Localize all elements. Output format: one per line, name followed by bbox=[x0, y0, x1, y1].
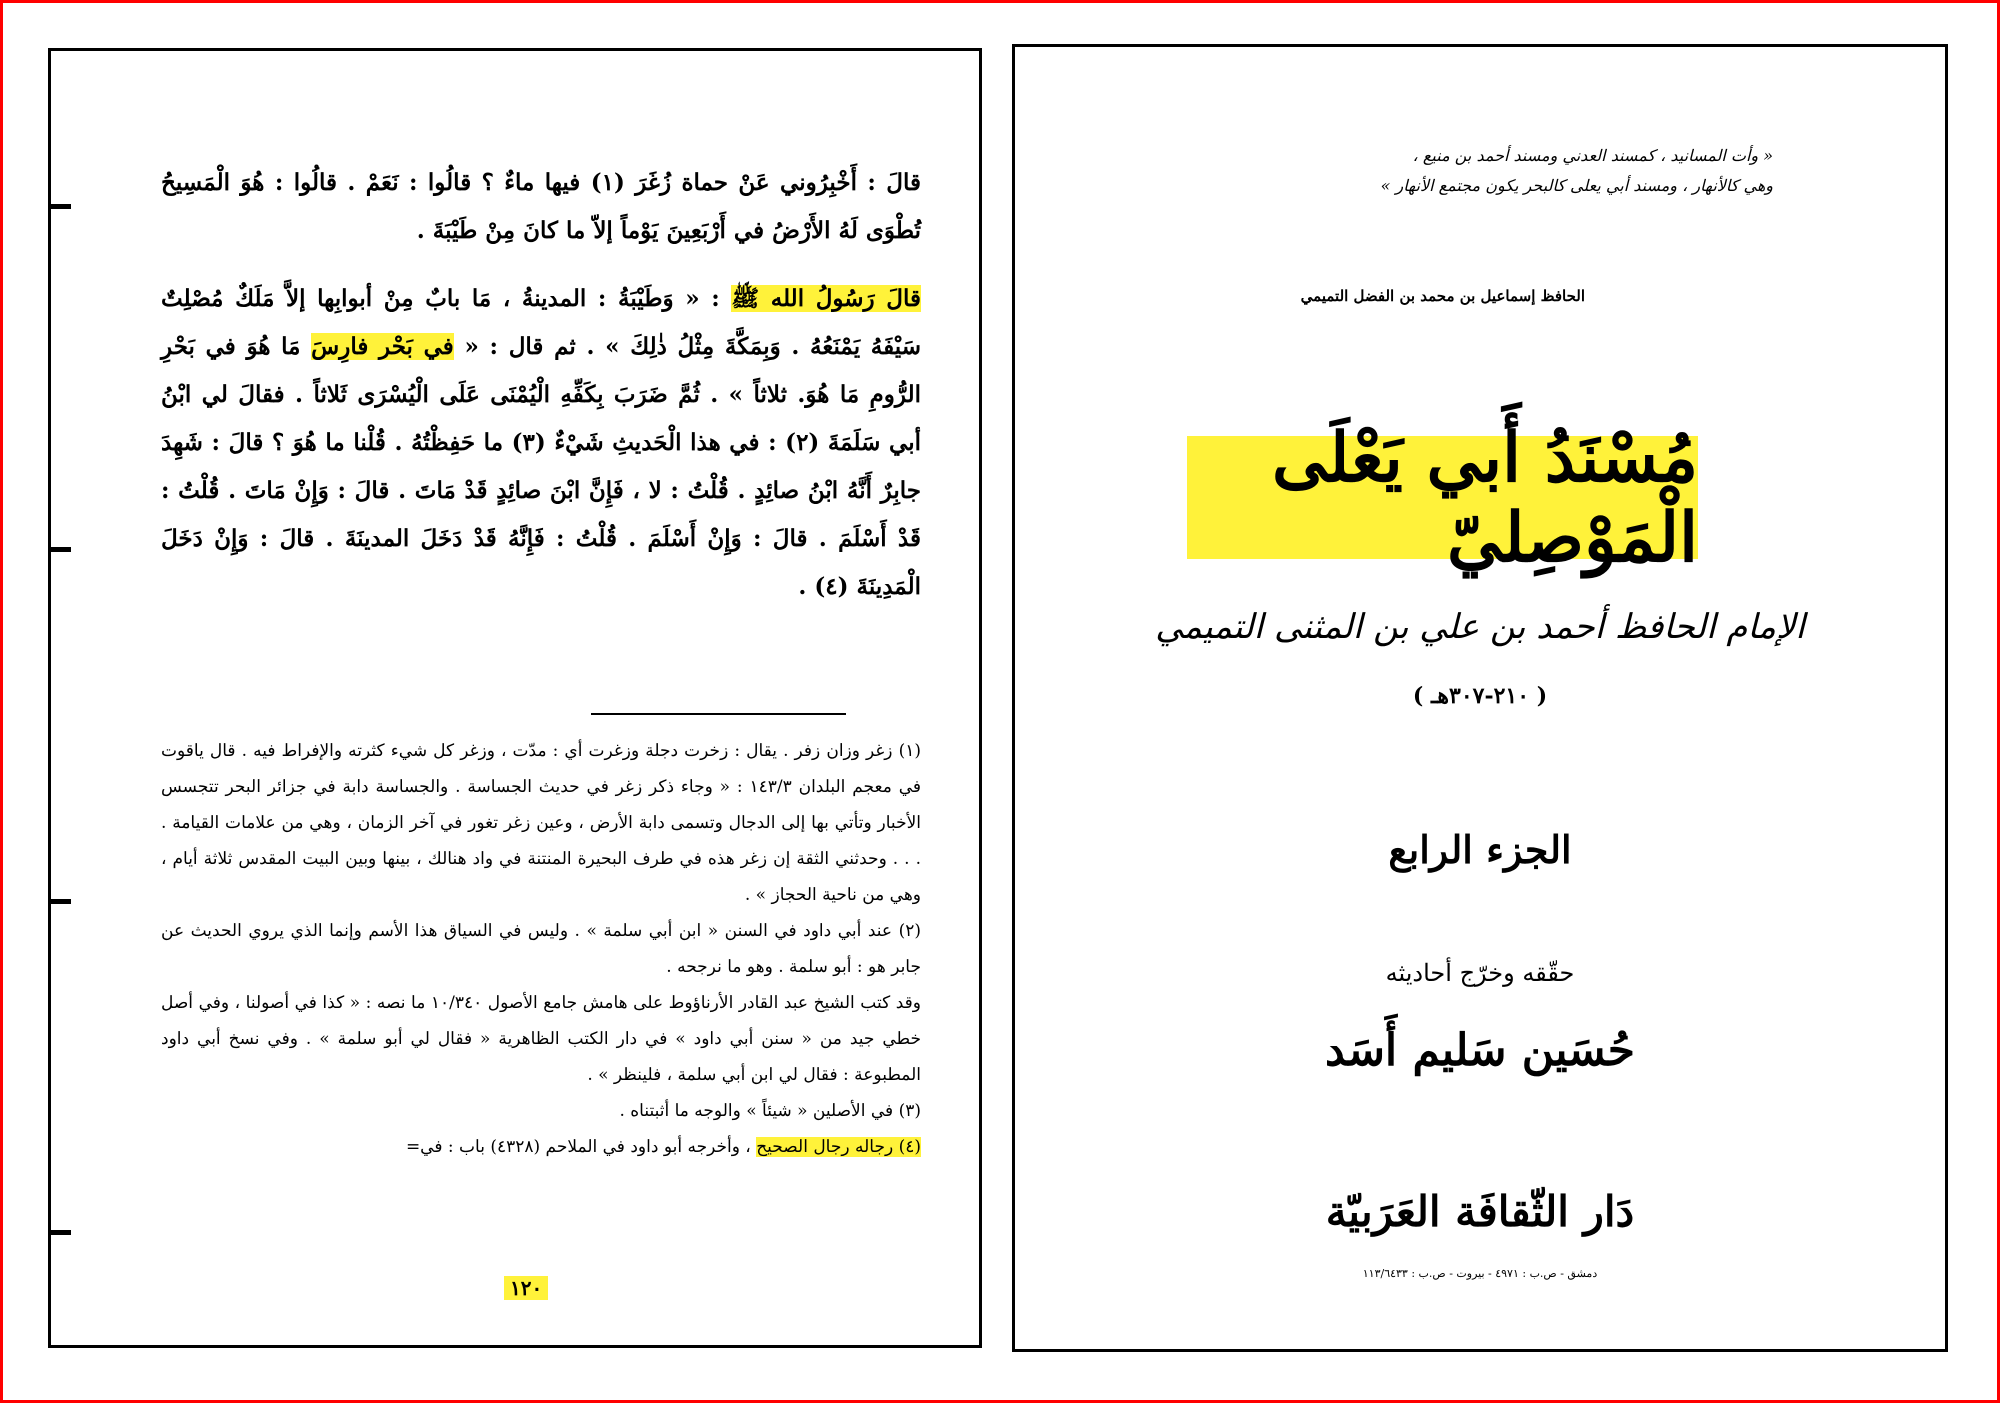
footnotes bbox=[161, 733, 921, 1165]
main-text bbox=[161, 159, 921, 611]
footnote-2-continued: وقد كتب الشيخ عبد القادر الأرناؤوط على هامش جامع الأصول ١٠/٣٤٠ ما نصه : « كذا في أصولنا ، وفي أصل خطي جيد من « سنن أبي داود » في دار الكتب الظاهرية « فقال لي أبو سلمة » . وفي نسخ أبي داود المطبوعة : فقال لي ابن أبي سلمة ، فلينظر » . bbox=[161, 993, 921, 1085]
margin-tick bbox=[51, 899, 71, 904]
footnote-2: (٢) عند أبي داود في السنن « ابن أبي سلمة » . وليس في السياق هذا الأسم وإنما الذي يروي الحديث عن جابر هو : أبو سلمة . وهو ما نرجحه . bbox=[161, 921, 921, 977]
footnote-1: (١) زغر وزان زفر . يقال : زخرت دجلة وزغرت أي : مدّت ، وزغر كل شيء كثرته والإفراط فيه . قال ياقوت في معجم البلدان ١٤٣/٣ : « وجاء ذكر زغر في حديث الجساسة . والجساسة دابة في جزائر البحر تتجسس الأخبار وتأتي بها إلى الدجال وتسمى دابة الأرض ، وعين زغر تغور في آخر الزمان ، وهي من علامات القيامة . . . . وحدثني الثقة إن زغر هذه في طرف البحيرة المنتنة في واد هنالك ، بينها وبين البيت المقدس ثلاثة أيام ، وهي من ناحية الحجاز » . bbox=[161, 741, 921, 905]
footnote-3: (٣) في الأصلين « شيئاً » والوجه ما أثبتناه . bbox=[619, 1101, 921, 1121]
margin-tick bbox=[51, 1230, 71, 1235]
right-page bbox=[1012, 44, 1948, 1352]
paragraph-2-text-b: مَا هُوَ في بَحْرِ الرُّومِ مَا هُوَ. ثلاثاً » . ثُمَّ ضَرَبَ بِكَفِّهِ الْيُمْنَى عَلَى الْيُسْرَى ثَلاثاً . فقالَ لي ابْنُ أبي سَلَمَةَ (٢) : في هذا الْحَديثِ شَيْءٌ (٣) ما حَفِظْتُهُ . قُلْنا ما هُوَ ؟ قالَ : شَهِدَ جابِرٌ أَنَّهُ ابْنُ صائِدٍ . قُلْتُ : لا ، فَإِنَّ ابْنَ صائِدٍ قَدْ مَاتَ . قالَ : وَإِنْ مَاتَ . قُلْتُ : قَدْ أَسْلَمَ . قالَ : وَإِنْ أَسْلَمَ . قُلْتُ : فَإِنَّهُ قَدْ دَخَلَ المدينَةَ . قالَ : وَإِنْ دَخَلَ الْمَدِينَةَ (٤) . bbox=[161, 333, 921, 600]
publisher-address: دمشق - ص.ب : ٤٩٧١ - بيروت - ص.ب : ١١٣/٦٤٣٣ bbox=[1362, 1267, 1598, 1280]
book-title: مُسْنَدُ أَبي يَعْلَى الْمَوْصِليّ bbox=[1271, 417, 1698, 578]
quote-attribution: الحافظ إسماعيل بن محمد بن الفضل التميمي bbox=[1300, 287, 1585, 305]
highlight-persian-sea: في بَحْر فارِسَ bbox=[311, 333, 454, 360]
title-highlight bbox=[1187, 417, 1698, 578]
editor-name: حُسَين سَليم أَسَد bbox=[1324, 1025, 1636, 1076]
paragraph-2-text-a: : « وَطَيْبَةُ : المدينةُ ، مَا بابٌ مِنْ أبوابِها إلاَّ مَلَكٌ مُصْلِتٌ سَيْفَهُ يَمْنَعُهُ . وَبِمَكَّةَ مِثْلُ ذٰلِكَ » . ثم قال : « bbox=[161, 285, 921, 360]
quote-line-1: « وأت المسانيد ، كمسند العدني ومسند أحمد بن منيع ، bbox=[1412, 146, 1773, 165]
publisher-logo: دَار الثّقافَة العَرَبيّة bbox=[1325, 1187, 1635, 1236]
author-name: الإمام الحافظ أحمد بن علي بن المثنى التميمي bbox=[1155, 607, 1805, 647]
highlight-narrators: (٤) رجاله رجال الصحيح bbox=[756, 1137, 921, 1157]
left-page bbox=[48, 48, 982, 1348]
epigraph-quote bbox=[1313, 141, 1773, 201]
paragraph-1: قالَ : أَخْبِرُوني عَنْ حماة زُغَرَ (١) فيها ماءٌ ؟ قالُوا : نَعَمْ . قالُوا : هُوَ الْمَسِيحُ تُطْوَى لَهُ الأَرْضُ في أَرْبَعِينَ يَوْماً إلاّ ما كانَ مِنْ طَيْبَةَ . bbox=[161, 169, 921, 244]
paragraph-2 bbox=[161, 275, 921, 611]
footnote-4-text: ، وأخرجه أبو داود في الملاحم (٤٣٢٨) باب : في= bbox=[405, 1137, 751, 1157]
footnote-4 bbox=[161, 1129, 921, 1165]
margin-tick bbox=[51, 204, 71, 209]
author-dates: ( ٢١٠-٣٠٧هـ ) bbox=[1412, 683, 1548, 709]
page-number: ١٢٠ bbox=[504, 1276, 548, 1300]
quote-line-2: وهي كالأنهار ، ومسند أبي يعلى كالبحر يكون مجتمع الأنهار » bbox=[1380, 176, 1773, 195]
highlight-prophet-said: قالَ رَسُولُ الله ﷺ bbox=[731, 285, 921, 312]
volume-label: الجزء الرابع bbox=[1388, 827, 1572, 872]
footnote-divider bbox=[591, 713, 846, 715]
edited-by-label: حقّقه وخرّج أحاديثه bbox=[1385, 959, 1575, 987]
margin-tick bbox=[51, 547, 71, 552]
